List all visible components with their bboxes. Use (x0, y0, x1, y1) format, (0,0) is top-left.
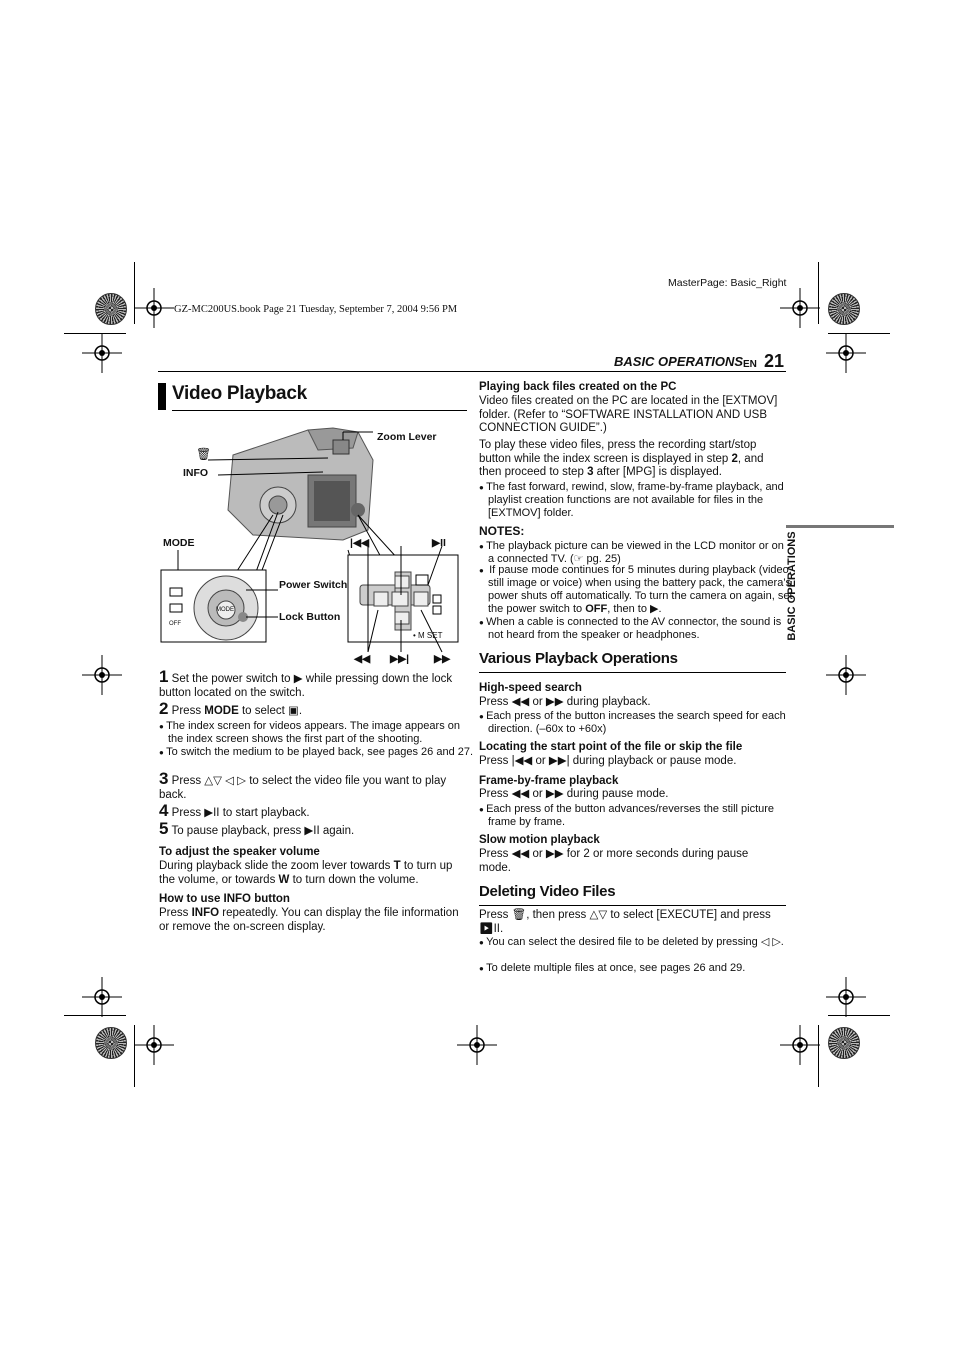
high-speed-bullet: ● Each press of the button increases the search speed for each direction. (–60x to +60x) (479, 710, 788, 736)
deleting-bullet-1: ● You can select the desired file to be deleted by pressing ◁ ▷. (479, 936, 790, 949)
registration-mark-icon (826, 977, 866, 1017)
registration-mark-icon (780, 288, 820, 328)
step-2-text-end: to select ▣. (238, 705, 303, 717)
info-text-bold: INFO (191, 907, 220, 919)
slow-motion-text: Press ◀◀ or ▶▶ for 2 or more seconds during pause mode. (479, 848, 749, 874)
step-2-text: Press (171, 705, 205, 717)
lang-code: EN (743, 359, 757, 370)
playpause-label: ▶II (432, 537, 446, 549)
color-bar-mark (95, 293, 127, 325)
deleting-text: Press 🗑, then press △▽ to select [EXECUTE] and press ▶II. (479, 909, 771, 935)
mode-label: MODE (163, 537, 195, 549)
deleting-bullet-2: ● To delete multiple files at once, see pages 26 and 29. (479, 962, 790, 975)
section-header: BASIC OPERATIONS (614, 354, 744, 369)
deleting-title: Deleting Video Files (479, 883, 616, 900)
speaker-volume-text (159, 860, 467, 887)
color-bar-mark (95, 1027, 127, 1059)
title-rule (172, 410, 467, 411)
off-label: OFF (169, 621, 181, 627)
various-ops-title: Various Playback Operations (479, 650, 678, 667)
header-rule (158, 371, 786, 372)
step-3-text: Press △▽ ◁ ▷ to select the video file you want to play back. (159, 775, 447, 801)
set-label: • M SET (413, 631, 443, 640)
locating-title: Locating the start point of the file or skip the file (479, 741, 743, 753)
high-speed-title: High-speed search (479, 682, 582, 694)
step-2-bullet-2: ● To switch the medium to be played back, see pages 26 and 27. (159, 746, 474, 759)
notes-title: NOTES: (479, 524, 525, 538)
file-info-label: GZ-MC200US.book Page 21 Tuesday, September 7, 2004 9:56 PM (174, 304, 458, 315)
power-switch-label: Power Switch (279, 579, 348, 591)
pc-step-2: 2 (731, 452, 738, 465)
speaker-text-3: to turn down the volume. (289, 873, 419, 886)
step-1-number: 1 (159, 667, 169, 686)
step-2-number: 2 (159, 699, 169, 718)
pc-files-title: Playing back files created on the PC (479, 381, 677, 393)
frame-by-frame-title: Frame-by-frame playback (479, 775, 619, 787)
step-4-number: 4 (159, 801, 169, 820)
deleting-rule (479, 905, 786, 906)
slow-motion-title: Slow motion playback (479, 834, 600, 846)
registration-mark-icon (82, 333, 122, 373)
page-number: 21 (764, 351, 785, 371)
step-5-number: 5 (159, 819, 169, 838)
zoom-lever-label: Zoom Lever (377, 431, 437, 443)
registration-mark-icon (82, 655, 122, 695)
step-1 (159, 667, 465, 700)
color-bar-mark (828, 1027, 860, 1059)
pc-text-a: To play these video files, press the recording start/stop button while the index screen is displayed in step (479, 439, 757, 465)
info-text-2: repeatedly. You can display the file information or remove the on-screen display. (159, 907, 459, 933)
prev-label: |◀◀ (350, 537, 370, 549)
ff-label: ▶▶ (434, 653, 451, 665)
step-4-text: Press ▶II to start playback. (171, 807, 310, 819)
side-tab-rule (786, 525, 894, 528)
color-bar-mark (828, 293, 860, 325)
step-3-number: 3 (159, 769, 169, 788)
note-2 (479, 564, 794, 616)
pc-files-bullet: ● The fast forward, rewind, slow, frame-by-frame playback, and playlist creation functions are not available for files in the [EXTMOV] folder. (479, 481, 790, 520)
registration-mark-icon (134, 288, 174, 328)
title-bar (158, 383, 166, 410)
pc-files-text-2 (479, 439, 785, 480)
step-3 (159, 769, 465, 802)
step-1-text: Set the power switch to ▶ while pressing down the lock button located on the switch. (159, 673, 453, 699)
masterpage-label: MasterPage: Basic_Right (668, 277, 787, 289)
trash-icon: 🗑 (196, 447, 212, 461)
registration-mark-icon (780, 1025, 820, 1065)
step-2-bullet-1: ● The index screen for videos appears. The image appears on the index screen shows the first part of the shooting. (159, 720, 474, 746)
step-5-text: To pause playback, press ▶II again. (171, 825, 355, 837)
speaker-w: W (278, 873, 290, 886)
step-4 (159, 801, 465, 821)
info-button-text (159, 907, 459, 934)
note-2-text-end: , then to ▶. (607, 603, 662, 615)
page-title: Video Playback (172, 383, 307, 404)
locating-text: Press |◀◀ or ▶▶| during playback or pause mode. (479, 755, 737, 767)
info-text-1: Press (159, 907, 192, 919)
note-2-off: OFF (585, 603, 608, 615)
next-label: ▶▶| (390, 653, 410, 665)
high-speed-text: Press ◀◀ or ▶▶ during playback. (479, 696, 651, 708)
frame-by-frame-bullet: ● Each press of the button advances/reverses the still picture frame by frame. (479, 803, 794, 829)
note-3: ● When a cable is connected to the AV connector, the sound is not heard from the speaker or headphones. (479, 616, 792, 642)
registration-mark-icon (826, 655, 866, 695)
registration-mark-icon (826, 333, 866, 373)
info-label: INFO (183, 467, 209, 479)
speaker-text-2: to turn up the volume, or towards (159, 860, 453, 886)
registration-mark-icon (134, 1025, 174, 1065)
rew-label: ◀◀ (354, 653, 371, 665)
info-button-title: How to use INFO button (159, 893, 290, 905)
pc-text-e: after [MPG] is displayed. (593, 466, 722, 478)
frame-by-frame-text: Press ◀◀ or ▶▶ during pause mode. (479, 788, 669, 800)
speaker-text-1: During playback slide the zoom lever towards (159, 860, 394, 872)
pc-files-text-1: Video files created on the PC are located in the [EXTMOV] folder. (Refer to “SOFTWARE INSTALLATION AND USB CONNECTION GUIDE”.) (479, 395, 778, 434)
pc-text-c: , and then proceed to step (479, 452, 764, 478)
pc-step-3: 3 (587, 466, 594, 478)
note-1: ● The playback picture can be viewed in the LCD monitor or on a connected TV. (☞ pg. 25) (479, 540, 790, 566)
registration-mark-icon (82, 977, 122, 1017)
various-ops-rule (479, 672, 786, 673)
lock-button-label: Lock Button (279, 611, 341, 623)
step-2 (159, 699, 465, 719)
mode-key-label: MODE (216, 607, 234, 613)
speaker-volume-title: To adjust the speaker volume (159, 846, 320, 858)
side-tab-label: BASIC OPERATIONS (786, 531, 798, 641)
speaker-t: T (393, 860, 401, 872)
step-5 (159, 819, 465, 839)
step-2-mode: MODE (204, 705, 239, 717)
note-2-text: If pause mode continues for 5 minutes during playback (video, still image or voice) when using the battery pack, the camera’s power shuts off automatically. To turn the camera on again, set the power switch to (488, 564, 793, 615)
registration-mark-icon (457, 1025, 497, 1065)
